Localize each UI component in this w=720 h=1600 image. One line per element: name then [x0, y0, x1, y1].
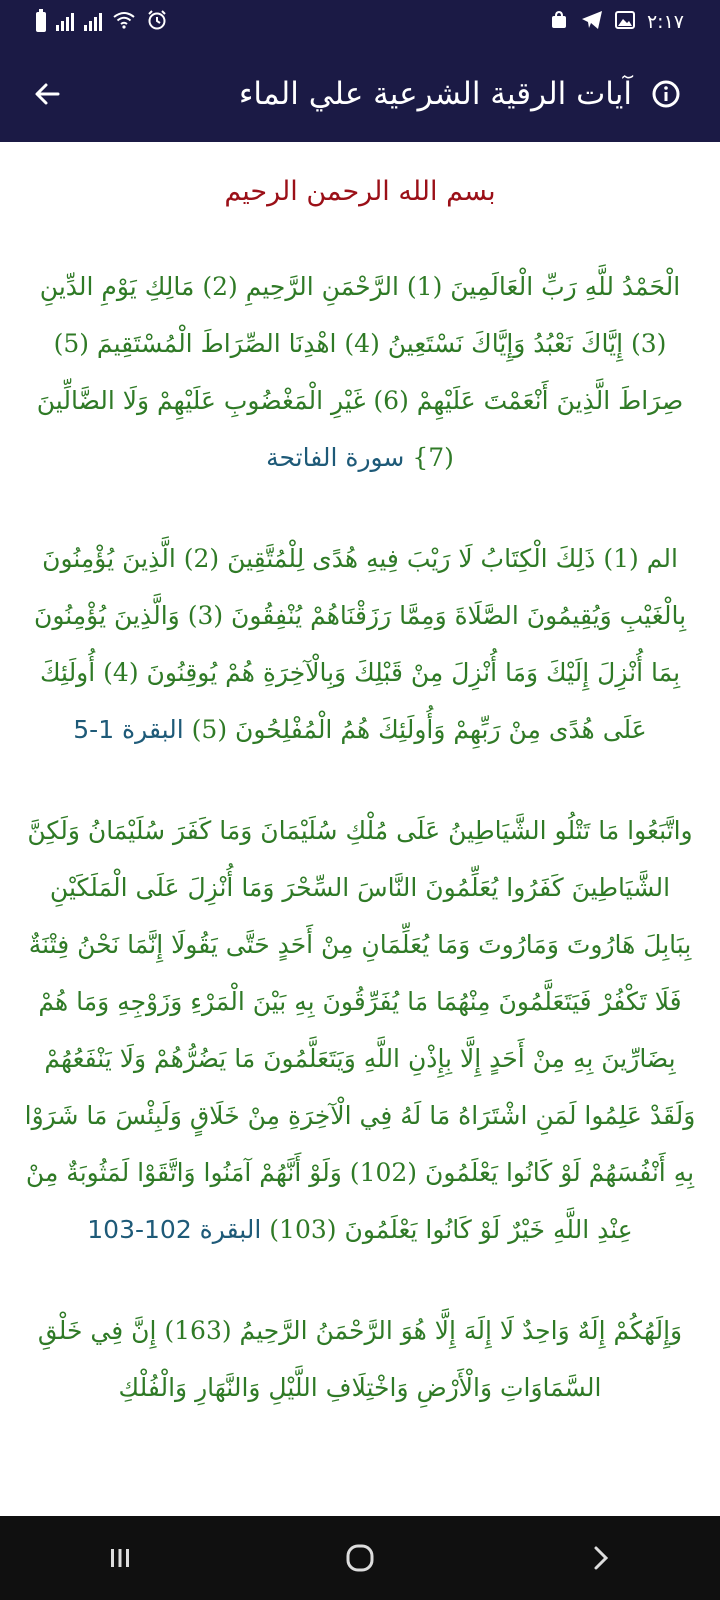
back-nav-button[interactable]: [570, 1528, 630, 1588]
battery-icon: [36, 12, 46, 32]
passage-reference: البقرة 102-103: [87, 1215, 262, 1244]
wifi-icon: [112, 10, 136, 34]
page-title: آيات الرقية الشرعية علي الماء: [238, 76, 632, 112]
passage-text: الْحَمْدُ للَّهِ رَبِّ الْعَالَمِينَ (1) الرَّحْمَنِ الرَّحِيمِ (2) مَالِكِ يَوْمِ الدِّينِ (3) إِيَّاكَ نَعْبُدُ وَإِيَّاكَ نَسْتَعِينُ (4) اهْدِنَا الصِّرَاطَ الْمُسْتَقِيمَ (5) صِرَاطَ الَّذِينَ أَنْعَمْتَ عَلَيْهِمْ (6) غَيْرِ الْمَغْضُوبِ عَلَيْهِمْ وَلَا الضَّالِّينَ (7}: [36, 272, 684, 472]
passage-baqarah-1-5: [0, 530, 720, 758]
status-left-icons: [36, 10, 168, 34]
signal-icon: [56, 13, 74, 31]
status-bar: [0, 0, 720, 44]
passage-text: واتَّبَعُوا مَا تَتْلُو الشَّيَاطِينُ عَلَى مُلْكِ سُلَيْمَانَ وَمَا كَفَرَ سُلَيْمَانُ وَلَكِنَّ الشَّيَاطِينَ كَفَرُوا يُعَلِّمُونَ النَّاسَ السِّحْرَ وَمَا أُنْزِلَ عَلَى الْمَلَكَيْنِ بِبَابِلَ هَارُوتَ وَمَارُوتَ وَمَا يُعَلِّمَانِ مِنْ أَحَدٍ حَتَّى يَقُولَا إِنَّمَا نَحْنُ فِتْنَةٌ فَلَا تَكْفُرْ فَيَتَعَلَّمُونَ مِنْهُمَا مَا يُفَرِّقُونَ بِهِ بَيْنَ الْمَرْءِ وَزَوْجِهِ وَمَا هُمْ بِضَارِّينَ بِهِ مِنْ أَحَدٍ إِلَّا بِإِذْنِ اللَّهِ وَيَتَعَلَّمُونَ مَا يَضُرُّهُمْ وَلَا يَنْفَعُهُمْ وَلَقَدْ عَلِمُوا لَمَنِ اشْتَرَاهُ مَا لَهُ فِي الْآخِرَةِ مِنْ خَلَاقٍ وَلَبِئْسَ مَا شَرَوْا بِهِ أَنْفُسَهُمْ لَوْ كَانُوا يَعْلَمُونَ (102) وَلَوْ أَنَّهُمْ آمَنُوا وَاتَّقَوْا لَمَثُوبَةٌ مِنْ عِنْدِ اللَّهِ خَيْرٌ لَوْ كَانُوا يَعْلَمُونَ (103): [24, 816, 696, 1244]
recent-apps-button[interactable]: [90, 1528, 150, 1588]
alarm-icon: [146, 9, 168, 35]
passage-reference: البقرة 1-5: [73, 715, 184, 744]
telegram-icon: [581, 10, 603, 35]
passage-text: الم (1) ذَلِكَ الْكِتَابُ لَا رَيْبَ فِيهِ هُدًى لِلْمُتَّقِينَ (2) الَّذِينَ يُؤْمِنُونَ بِالْغَيْبِ وَيُقِيمُونَ الصَّلَاةَ وَمِمَّا رَزَقْنَاهُمْ يُنْفِقُونَ (3) وَالَّذِينَ يُؤْمِنُونَ بِمَا أُنْزِلَ إِلَيْكَ وَمَا أُنْزِلَ مِنْ قَبْلِكَ وَبِالْآخِرَةِ هُمْ يُوقِنُونَ (4) أُولَئِكَ عَلَى هُدًى مِنْ رَبِّهِمْ وَأُولَئِكَ هُمُ الْمُفْلِحُونَ (5): [33, 544, 687, 744]
passage-baqarah-102-103: [0, 802, 720, 1258]
home-button[interactable]: [330, 1528, 390, 1588]
basmala: بسم الله الرحمن الرحيم: [224, 176, 496, 207]
status-right-icons: [549, 10, 684, 34]
shopping-bag-icon: [549, 10, 569, 35]
signal-icon: [84, 13, 102, 31]
passage-fatiha: [0, 258, 720, 486]
info-icon: [648, 76, 684, 112]
image-icon: [615, 10, 635, 35]
system-nav-bar: [0, 1516, 720, 1600]
passage-reference: سورة الفاتحة: [266, 443, 405, 472]
verses-content[interactable]: [0, 142, 720, 1516]
passage-baqarah-163: [0, 1302, 720, 1416]
app-bar: [0, 44, 720, 142]
clock-time: ٢:١٧: [646, 11, 684, 33]
passage-text: وَإِلَهُكُمْ إِلَهٌ وَاحِدٌ لَا إِلَهَ إِلَّا هُوَ الرَّحْمَنُ الرَّحِيمُ (163) إِنَّ فِي خَلْقِ السَّمَاوَاتِ وَالْأَرْضِ وَاخْتِلَافِ اللَّيْلِ وَالنَّهَارِ وَالْفُلْكِ: [37, 1316, 683, 1402]
info-button[interactable]: [648, 76, 684, 112]
home-icon: [344, 1542, 376, 1574]
recent-apps-icon: [106, 1544, 134, 1572]
arrow-icon: [30, 76, 66, 112]
back-nav-icon: [586, 1544, 614, 1572]
back-button[interactable]: [30, 76, 66, 112]
